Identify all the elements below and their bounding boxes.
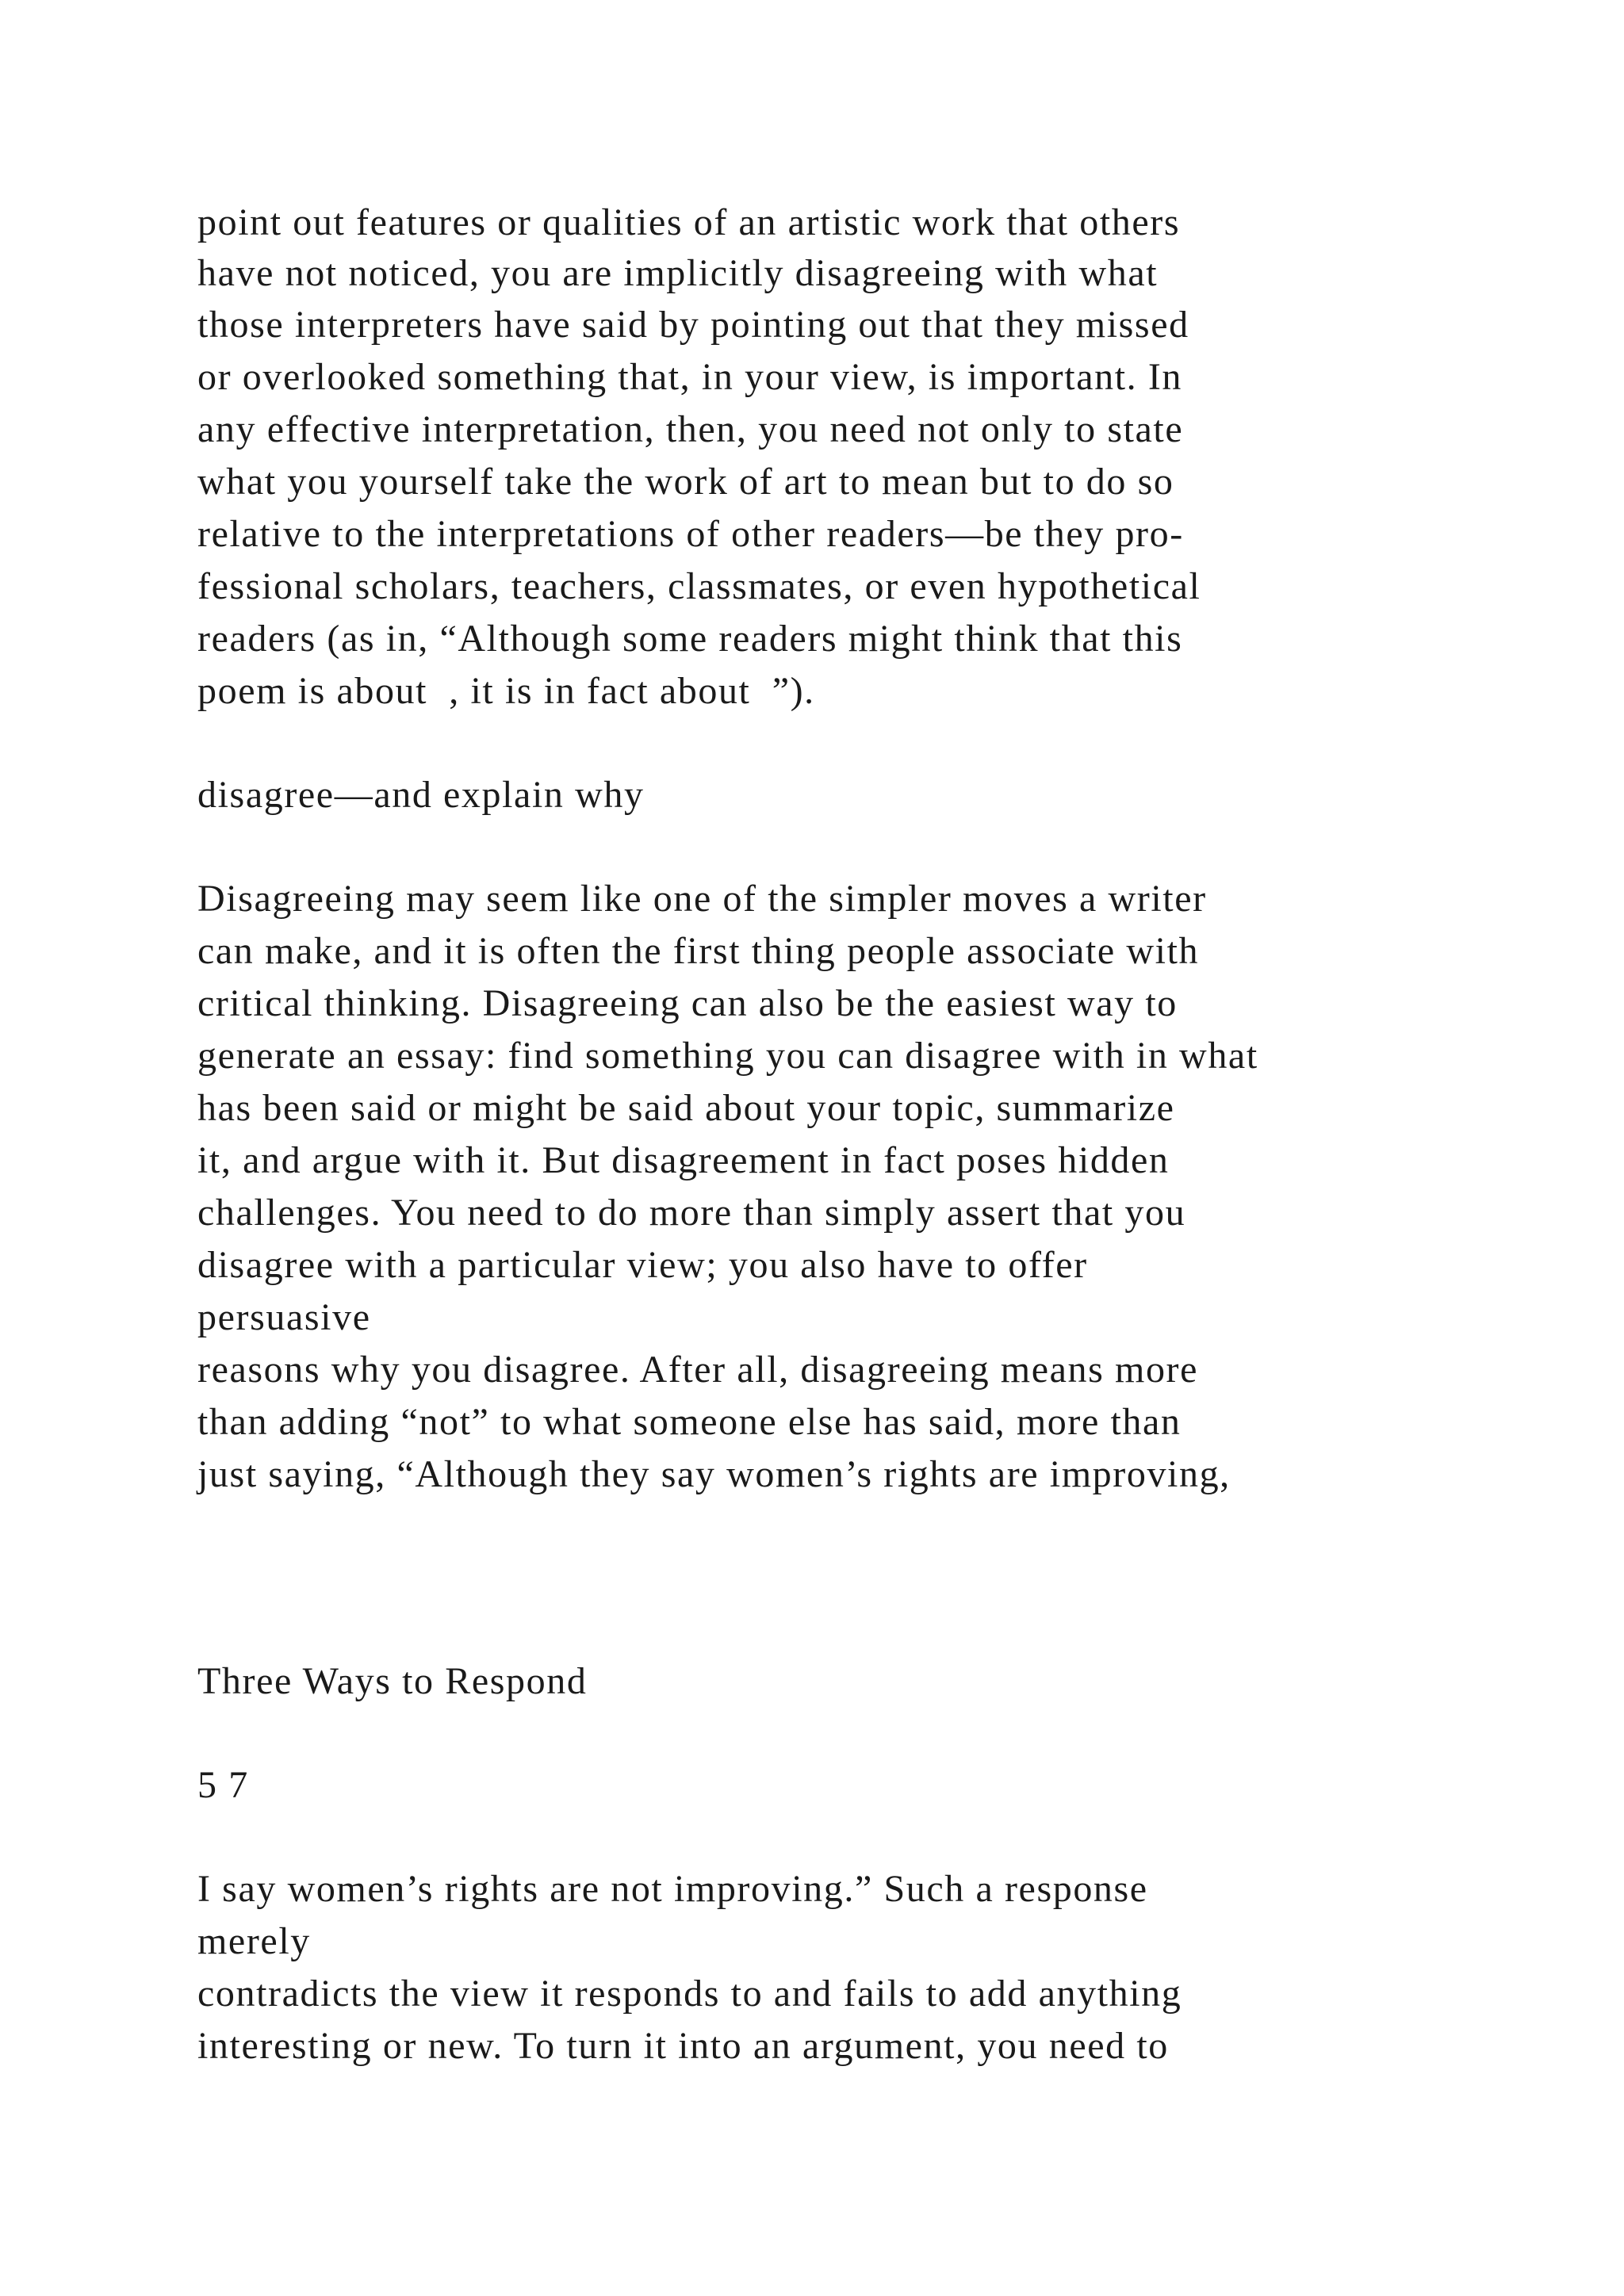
paragraph-1-line-9: readers (as in, “Although some readers might think that this [197, 618, 1183, 660]
paragraph-2-line-11: than adding “not” to what someone else has said, more than [197, 1401, 1182, 1443]
paragraph-1-line-8: fessional scholars, teachers, classmates, or even hypothetical [197, 565, 1201, 607]
paragraph-3-line-4: interesting or new. To turn it into an argument, you need to [197, 2025, 1169, 2067]
paragraph-2-line-4: generate an essay: find something you can disagree with in what [197, 1035, 1258, 1077]
paragraph-2-line-5: has been said or might be said about your topic, summarize [197, 1087, 1175, 1129]
section-heading: disagree—and explain why [197, 774, 645, 816]
paragraph-2-line-8: disagree with a particular view; you also have to offer [197, 1244, 1088, 1286]
paragraph-1-line-5: any effective interpretation, then, you need not only to state [197, 408, 1184, 450]
paragraph-3-line-1: I say women’s rights are not improving.” Such a response [197, 1868, 1148, 1910]
paragraph-1-line-3: those interpreters have said by pointing out that they missed [197, 304, 1189, 346]
paragraph-1-line-2: have not noticed, you are implicitly disagreeing with what [197, 252, 1159, 294]
paragraph-2-line-1: Disagreeing may seem like one of the simpler moves a writer [197, 878, 1207, 920]
paragraph-1-line-7: relative to the interpretations of other readers—be they pro- [197, 513, 1184, 555]
paragraph-1-line-6: what you yourself take the work of art to mean but to do so [197, 461, 1174, 503]
paragraph-1-line-1: point out features or qualities of an artistic work that others [197, 201, 1181, 243]
paragraph-3-line-3: contradicts the view it responds to and fails to add anything [197, 1973, 1182, 2015]
running-header: Three Ways to Respond [197, 1660, 588, 1702]
paragraph-2-line-2: can make, and it is often the first thing people associate with [197, 930, 1200, 972]
paragraph-1-line-10: poem is about , it is in fact about ”). [197, 670, 815, 712]
paragraph-2-line-7: challenges. You need to do more than simply assert that you [197, 1192, 1186, 1234]
paragraph-3-line-2: merely [197, 1920, 311, 1962]
paragraph-2-line-9: persuasive [197, 1296, 371, 1338]
paragraph-2-line-10: reasons why you disagree. After all, disagreeing means more [197, 1349, 1199, 1391]
paragraph-2-line-3: critical thinking. Disagreeing can also be the easiest way to [197, 982, 1178, 1024]
paragraph-1-line-4: or overlooked something that, in your view, is important. In [197, 356, 1183, 398]
paragraph-2-line-12: just saying, “Although they say women’s rights are improving, [197, 1453, 1231, 1495]
paragraph-2-line-6: it, and argue with it. But disagreement in fact poses hidden [197, 1139, 1170, 1181]
page-number: 5 7 [197, 1764, 249, 1806]
